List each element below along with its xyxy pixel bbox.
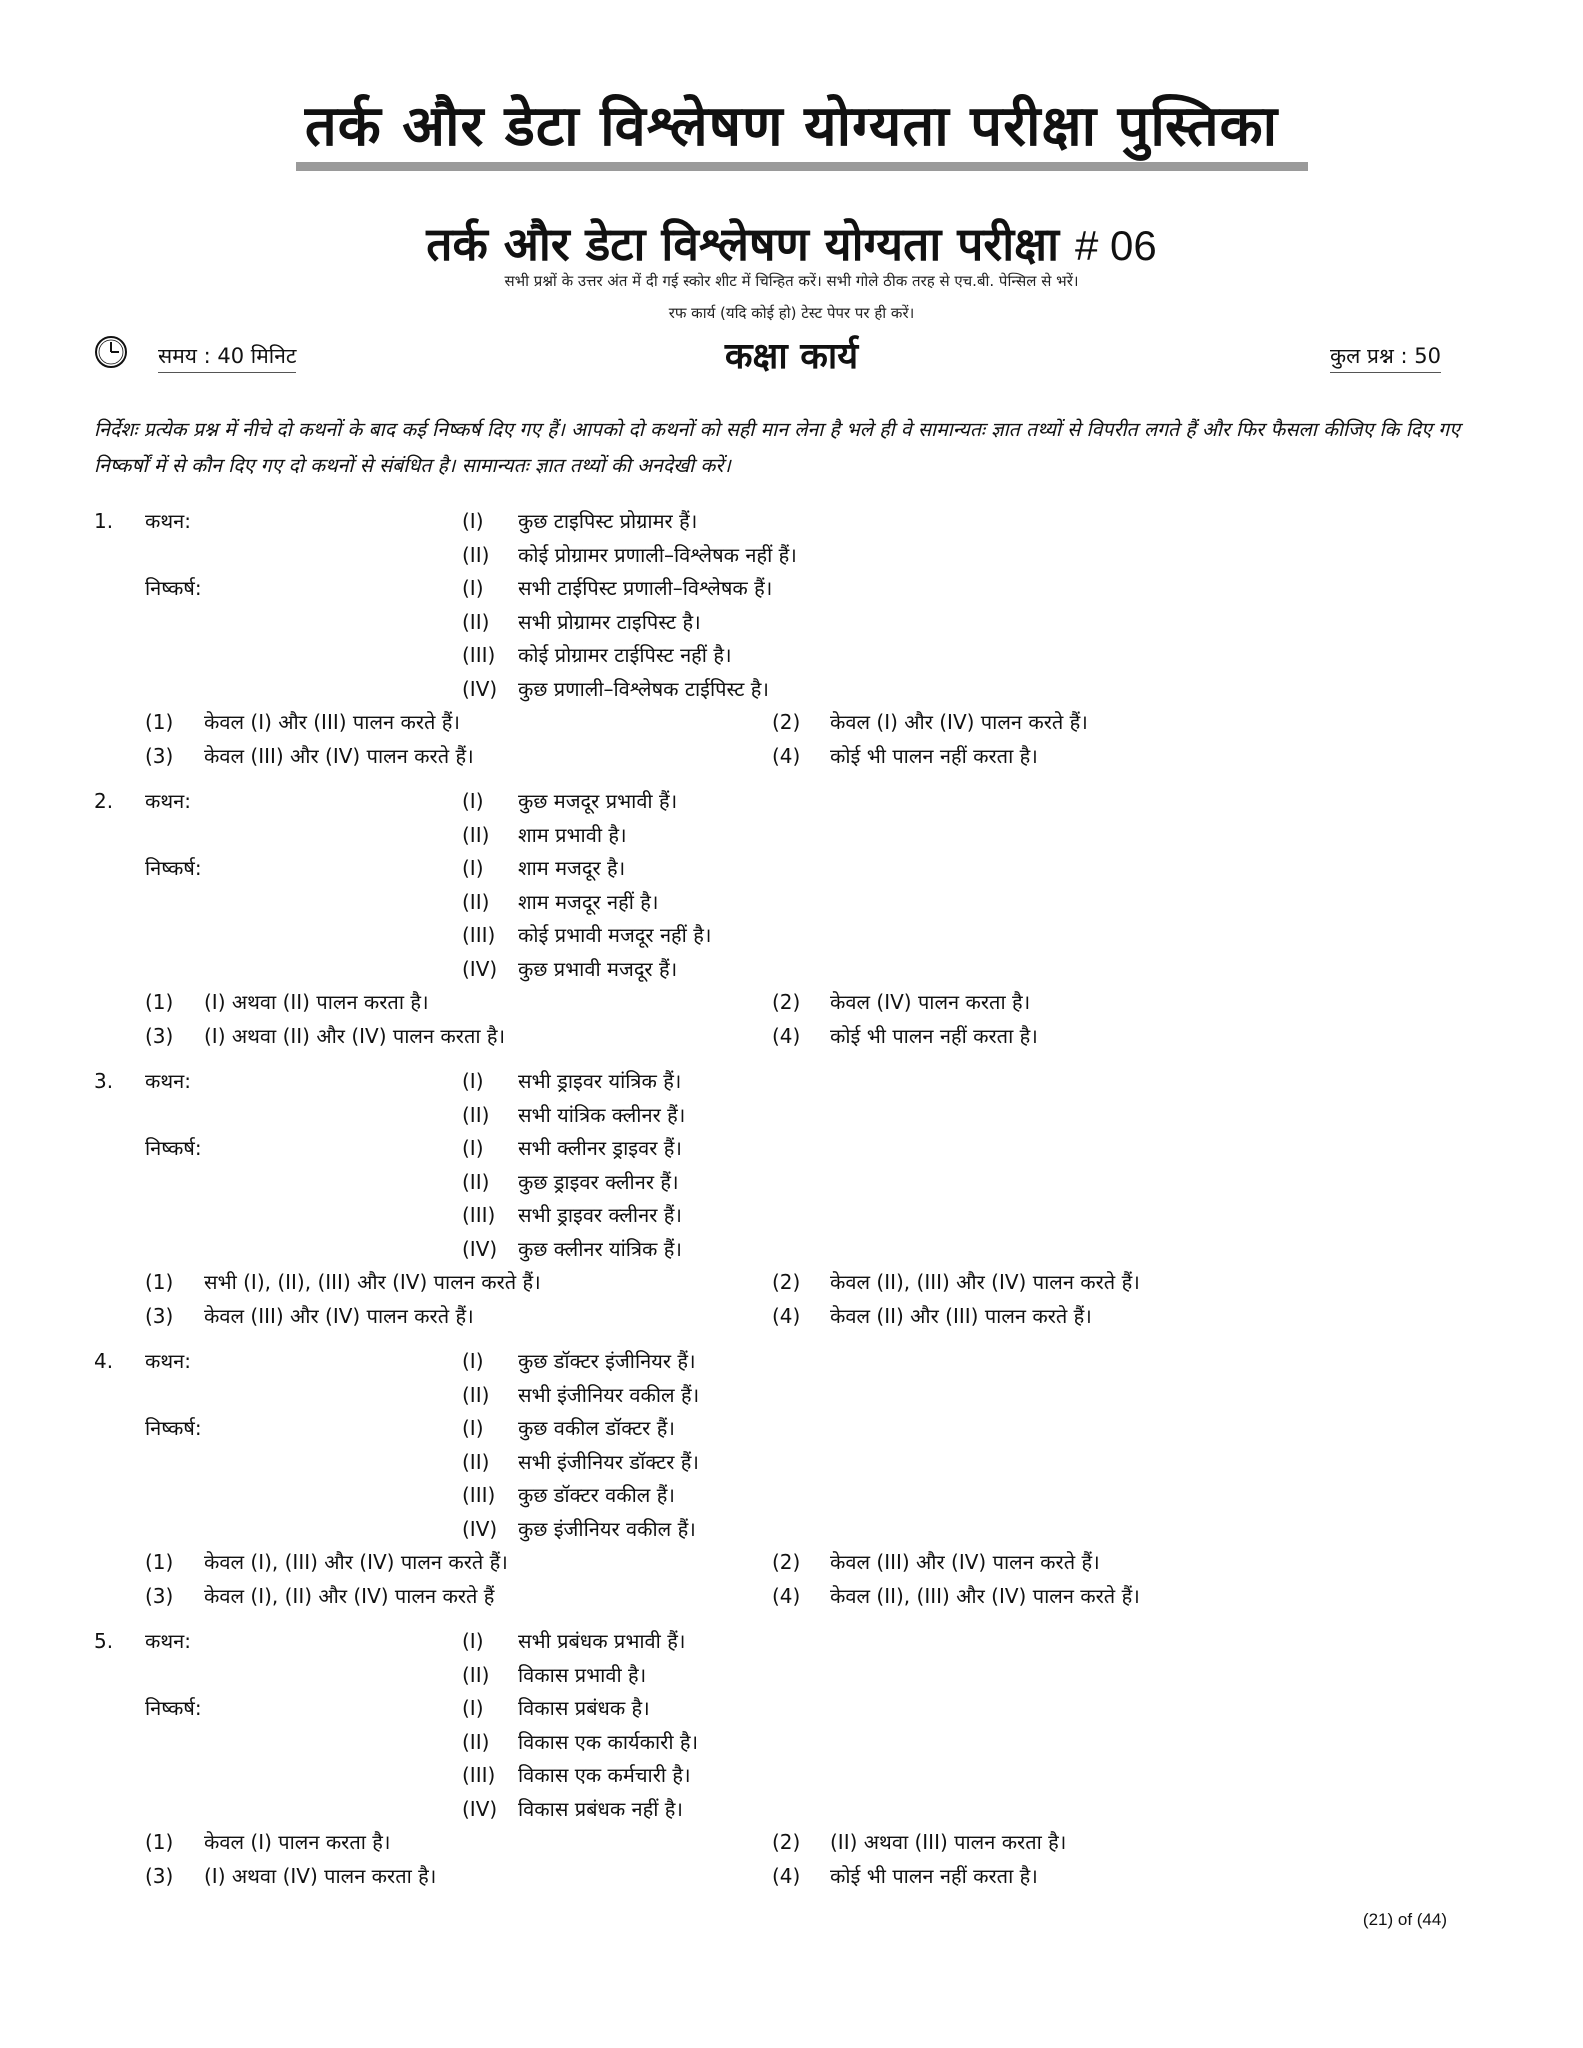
option-text: (I) अथवा (IV) पालन करता है।	[204, 1864, 437, 1888]
statement-numeral: (I)	[462, 1349, 484, 1373]
option-number: (3)	[145, 1584, 174, 1608]
conclusion-text: कोई प्रोग्रामर टाईपिस्ट नहीं है।	[518, 643, 732, 667]
statement-numeral: (II)	[462, 823, 490, 847]
conclusion-text: सभी क्लीनर ड्राइवर हैं।	[518, 1136, 682, 1160]
directions-text: निर्देशः प्रत्येक प्रश्न में नीचे दो कथनों के बाद कई निष्कर्ष दिए गए हैं। आपको दो कथनों को सही मान लेना है भले ही वे सामान्यतः ज्ञात तथ्यों से विपरीत लगते हैं और फिर फैसला कीजिए कि दिए गए निष्कर्षों में से कौन दिए गए दो कथनों से संबंधित है। सामान्यतः ज्ञात तथ्यों की अनदेखी करें।	[94, 418, 1460, 477]
question-number: 3.	[94, 1069, 114, 1093]
option-number: (1)	[145, 1270, 174, 1294]
conclusion-text: शाम मजदूर नहीं है।	[518, 890, 659, 914]
test-title-text: तर्क और डेटा विश्लेषण योग्यता परीक्षा	[426, 217, 1059, 271]
statement-numeral: (I)	[462, 1629, 484, 1653]
option-number: (2)	[772, 710, 801, 734]
conclusion-numeral: (III)	[462, 923, 496, 947]
statement-numeral: (II)	[462, 1663, 490, 1687]
conclusion-text: कुछ प्रणाली–विश्लेषक टाईपिस्ट है।	[518, 677, 769, 701]
conclusion-numeral: (III)	[462, 1763, 496, 1787]
conclusion-text: सभी प्रोग्रामर टाइपिस्ट है।	[518, 610, 701, 634]
option-number: (4)	[772, 1864, 801, 1888]
conclusion-text: सभी इंजीनियर डॉक्टर हैं।	[518, 1450, 699, 1474]
question-number: 4.	[94, 1349, 114, 1373]
option-text: कोई भी पालन नहीं करता है।	[830, 1864, 1038, 1888]
conclusion-text: कुछ वकील डॉक्टर हैं।	[518, 1416, 675, 1440]
option-number: (2)	[772, 1550, 801, 1574]
conclusion-numeral: (II)	[462, 1450, 490, 1474]
statement-text: कुछ मजदूर प्रभावी हैं।	[518, 789, 678, 813]
conclusions-label: निष्कर्ष:	[145, 1416, 202, 1440]
option-number: (3)	[145, 1864, 174, 1888]
option-text: केवल (III) और (IV) पालन करते हैं।	[204, 744, 474, 768]
test-title	[0, 212, 1583, 274]
statement-text: कुछ डॉक्टर इंजीनियर हैं।	[518, 1349, 696, 1373]
option-number: (1)	[145, 1830, 174, 1854]
question-number: 2.	[94, 789, 114, 813]
conclusion-numeral: (IV)	[462, 1517, 498, 1541]
option-number: (3)	[145, 1024, 174, 1048]
conclusion-numeral: (I)	[462, 1416, 484, 1440]
option-number: (1)	[145, 710, 174, 734]
statement-numeral: (II)	[462, 543, 490, 567]
option-text: केवल (I) और (III) पालन करते हैं।	[204, 710, 460, 734]
statements-label: कथन:	[145, 789, 191, 813]
conclusion-text: विकास एक कार्यकारी है।	[518, 1730, 699, 1754]
option-number: (2)	[772, 1270, 801, 1294]
statements-label: कथन:	[145, 1069, 191, 1093]
option-text: कोई भी पालन नहीं करता है।	[830, 1024, 1038, 1048]
conclusion-numeral: (I)	[462, 1696, 484, 1720]
statements-label: कथन:	[145, 1349, 191, 1373]
conclusion-text: शाम मजदूर है।	[518, 856, 626, 880]
time-label: समय : 40 मिनिट	[158, 342, 296, 373]
statement-numeral: (I)	[462, 789, 484, 813]
conclusion-numeral: (I)	[462, 1136, 484, 1160]
option-text: केवल (II), (III) और (IV) पालन करते हैं।	[830, 1270, 1140, 1294]
conclusion-numeral: (II)	[462, 890, 490, 914]
option-number: (1)	[145, 990, 174, 1014]
statement-numeral: (I)	[462, 1069, 484, 1093]
option-number: (2)	[772, 990, 801, 1014]
statement-numeral: (I)	[462, 509, 484, 533]
title-divider	[296, 162, 1308, 171]
conclusion-text: कुछ ड्राइवर क्लीनर हैं।	[518, 1170, 679, 1194]
option-text: (I) अथवा (II) पालन करता है।	[204, 990, 429, 1014]
page-number: (21) of (44)	[1362, 1910, 1447, 1929]
conclusion-numeral: (IV)	[462, 1237, 498, 1261]
conclusion-numeral: (I)	[462, 576, 484, 600]
option-text: केवल (I), (III) और (IV) पालन करते हैं।	[204, 1550, 508, 1574]
conclusion-text: कुछ इंजीनियर वकील हैं।	[518, 1517, 696, 1541]
instruction-line-2: रफ कार्य (यदि कोई हो) टेस्ट पेपर पर ही करें।	[668, 304, 915, 322]
conclusion-text: सभी टाईपिस्ट प्रणाली–विश्लेषक हैं।	[518, 576, 773, 600]
statement-text: सभी इंजीनियर वकील हैं।	[518, 1383, 700, 1407]
conclusion-text: कोई प्रभावी मजदूर नहीं है।	[518, 923, 712, 947]
option-text: कोई भी पालन नहीं करता है।	[830, 744, 1038, 768]
conclusions-label: निष्कर्ष:	[145, 1136, 202, 1160]
class-work-heading: कक्षा कार्य	[724, 336, 859, 377]
option-number: (4)	[772, 1304, 801, 1328]
option-text: केवल (II), (III) और (IV) पालन करते हैं।	[830, 1584, 1140, 1608]
conclusions-label: निष्कर्ष:	[145, 576, 202, 600]
option-number: (4)	[772, 744, 801, 768]
statement-text: सभी प्रबंधक प्रभावी हैं।	[518, 1629, 686, 1653]
conclusions-label: निष्कर्ष:	[145, 1696, 202, 1720]
conclusion-text: सभी ड्राइवर क्लीनर हैं।	[518, 1203, 682, 1227]
statement-numeral: (II)	[462, 1103, 490, 1127]
conclusions-label: निष्कर्ष:	[145, 856, 202, 880]
option-number: (1)	[145, 1550, 174, 1574]
statements-label: कथन:	[145, 1629, 191, 1653]
option-number: (3)	[145, 744, 174, 768]
option-number: (2)	[772, 1830, 801, 1854]
option-text: केवल (III) और (IV) पालन करते हैं।	[204, 1304, 474, 1328]
option-number: (3)	[145, 1304, 174, 1328]
option-text: केवल (I) पालन करता है।	[204, 1830, 391, 1854]
statement-text: सभी ड्राइवर यांत्रिक हैं।	[518, 1069, 682, 1093]
option-text: केवल (I) और (IV) पालन करते हैं।	[830, 710, 1088, 734]
instruction-line-1: सभी प्रश्नों के उत्तर अंत में दी गई स्कोर शीट में चिन्हित करें। सभी गोले ठीक तरह से एच.बी. पेन्सिल से भरें।	[504, 272, 1079, 290]
conclusion-numeral: (II)	[462, 1170, 490, 1194]
statement-numeral: (II)	[462, 1383, 490, 1407]
option-text: केवल (II) और (III) पालन करते हैं।	[830, 1304, 1092, 1328]
conclusion-numeral: (IV)	[462, 957, 498, 981]
conclusion-text: विकास प्रबंधक नहीं है।	[518, 1797, 683, 1821]
statement-text: सभी यांत्रिक क्लीनर हैं।	[518, 1103, 686, 1127]
question-number: 5.	[94, 1629, 114, 1653]
option-number: (4)	[772, 1584, 801, 1608]
option-text: (I) अथवा (II) और (IV) पालन करता है।	[204, 1024, 506, 1048]
statement-text: शाम प्रभावी है।	[518, 823, 627, 847]
option-text: सभी (I), (II), (III) और (IV) पालन करते हैं।	[204, 1270, 541, 1294]
conclusion-numeral: (III)	[462, 1203, 496, 1227]
statement-text: विकास प्रभावी है।	[518, 1663, 647, 1687]
conclusion-numeral: (III)	[462, 643, 496, 667]
option-text: केवल (I), (II) और (IV) पालन करते हैं	[204, 1584, 495, 1608]
conclusion-numeral: (II)	[462, 610, 490, 634]
conclusion-text: कुछ क्लीनर यांत्रिक हैं।	[518, 1237, 682, 1261]
option-text: केवल (IV) पालन करता है।	[830, 990, 1031, 1014]
conclusion-text: विकास प्रबंधक है।	[518, 1696, 650, 1720]
option-text: (II) अथवा (III) पालन करता है।	[830, 1830, 1067, 1854]
statement-text: कुछ टाइपिस्ट प्रोग्रामर हैं।	[518, 509, 698, 533]
conclusion-text: विकास एक कर्मचारी है।	[518, 1763, 691, 1787]
conclusion-text: कुछ डॉक्टर वकील हैं।	[518, 1483, 675, 1507]
conclusion-numeral: (II)	[462, 1730, 490, 1754]
statements-label: कथन:	[145, 509, 191, 533]
option-number: (4)	[772, 1024, 801, 1048]
conclusion-numeral: (III)	[462, 1483, 496, 1507]
option-text: केवल (III) और (IV) पालन करते हैं।	[830, 1550, 1100, 1574]
conclusion-numeral: (IV)	[462, 1797, 498, 1821]
statement-text: कोई प्रोग्रामर प्रणाली–विश्लेषक नहीं हैं।	[518, 543, 797, 567]
test-number: # 06	[1075, 222, 1157, 269]
conclusion-numeral: (IV)	[462, 677, 498, 701]
conclusion-text: कुछ प्रभावी मजदूर हैं।	[518, 957, 678, 981]
conclusion-numeral: (I)	[462, 856, 484, 880]
book-title: तर्क और डेटा विश्लेषण योग्यता परीक्षा पुस्तिका	[304, 94, 1279, 159]
total-questions: कुल प्रश्न : 50	[1330, 342, 1441, 373]
question-number: 1.	[94, 509, 114, 533]
